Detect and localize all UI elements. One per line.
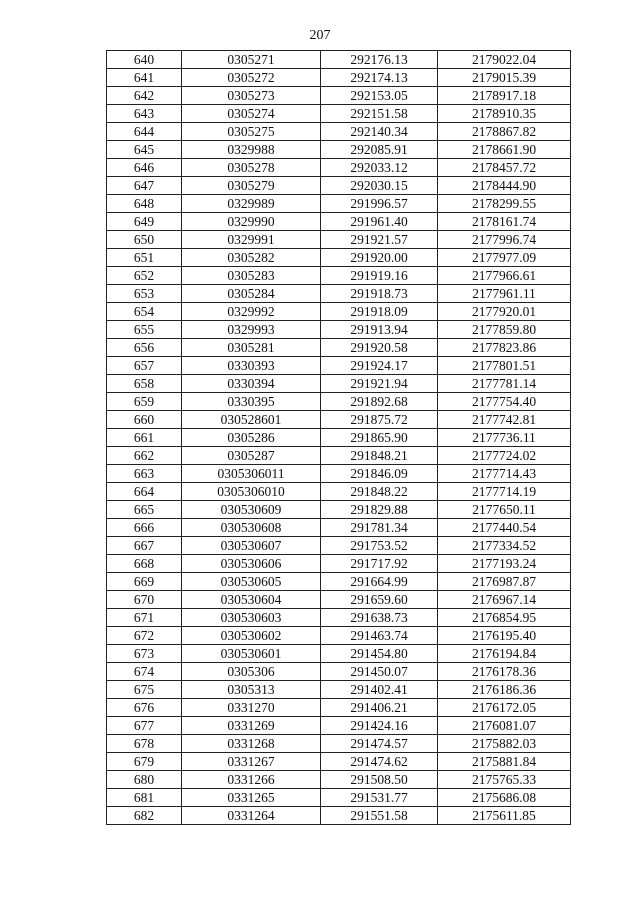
table-row xyxy=(107,375,571,393)
table-row xyxy=(107,753,571,771)
point-number-cell: 655 xyxy=(107,321,182,339)
x-coordinate-cell: 292085.91 xyxy=(321,141,438,159)
point-code-cell: 0305286 xyxy=(182,429,321,447)
table-row xyxy=(107,159,571,177)
point-number-cell: 682 xyxy=(107,807,182,825)
point-code-cell: 0305283 xyxy=(182,267,321,285)
point-code-cell: 0331266 xyxy=(182,771,321,789)
table-row xyxy=(107,69,571,87)
point-number-cell: 666 xyxy=(107,519,182,537)
x-coordinate-cell: 291531.77 xyxy=(321,789,438,807)
x-coordinate-cell: 291474.62 xyxy=(321,753,438,771)
table-row xyxy=(107,465,571,483)
y-coordinate-cell: 2177754.40 xyxy=(438,393,571,411)
x-coordinate-cell: 292174.13 xyxy=(321,69,438,87)
point-number-cell: 649 xyxy=(107,213,182,231)
point-code-cell: 030530603 xyxy=(182,609,321,627)
table-row xyxy=(107,249,571,267)
x-coordinate-cell: 291551.58 xyxy=(321,807,438,825)
point-number-cell: 679 xyxy=(107,753,182,771)
x-coordinate-cell: 291875.72 xyxy=(321,411,438,429)
point-code-cell: 030530605 xyxy=(182,573,321,591)
point-number-cell: 661 xyxy=(107,429,182,447)
point-code-cell: 030530608 xyxy=(182,519,321,537)
y-coordinate-cell: 2177334.52 xyxy=(438,537,571,555)
x-coordinate-cell: 291717.92 xyxy=(321,555,438,573)
point-number-cell: 675 xyxy=(107,681,182,699)
point-number-cell: 665 xyxy=(107,501,182,519)
y-coordinate-cell: 2175611.85 xyxy=(438,807,571,825)
table-row xyxy=(107,357,571,375)
x-coordinate-cell: 291846.09 xyxy=(321,465,438,483)
y-coordinate-cell: 2177736.11 xyxy=(438,429,571,447)
x-coordinate-cell: 292176.13 xyxy=(321,51,438,69)
point-code-cell: 0329993 xyxy=(182,321,321,339)
x-coordinate-cell: 291474.57 xyxy=(321,735,438,753)
y-coordinate-cell: 2177440.54 xyxy=(438,519,571,537)
point-number-cell: 659 xyxy=(107,393,182,411)
point-code-cell: 0331270 xyxy=(182,699,321,717)
x-coordinate-cell: 291406.21 xyxy=(321,699,438,717)
table-row xyxy=(107,123,571,141)
point-number-cell: 681 xyxy=(107,789,182,807)
table-row xyxy=(107,105,571,123)
point-number-cell: 651 xyxy=(107,249,182,267)
point-code-cell: 0329989 xyxy=(182,195,321,213)
point-number-cell: 641 xyxy=(107,69,182,87)
x-coordinate-cell: 291919.16 xyxy=(321,267,438,285)
x-coordinate-cell: 291664.99 xyxy=(321,573,438,591)
y-coordinate-cell: 2175765.33 xyxy=(438,771,571,789)
y-coordinate-cell: 2176081.07 xyxy=(438,717,571,735)
x-coordinate-cell: 291924.17 xyxy=(321,357,438,375)
y-coordinate-cell: 2175882.03 xyxy=(438,735,571,753)
x-coordinate-cell: 291508.50 xyxy=(321,771,438,789)
x-coordinate-cell: 291659.60 xyxy=(321,591,438,609)
point-code-cell: 0305306 xyxy=(182,663,321,681)
point-code-cell: 0305274 xyxy=(182,105,321,123)
y-coordinate-cell: 2177823.86 xyxy=(438,339,571,357)
table-body xyxy=(107,51,571,825)
y-coordinate-cell: 2176987.87 xyxy=(438,573,571,591)
y-coordinate-cell: 2177801.51 xyxy=(438,357,571,375)
point-number-cell: 652 xyxy=(107,267,182,285)
point-number-cell: 674 xyxy=(107,663,182,681)
point-code-cell: 0329988 xyxy=(182,141,321,159)
x-coordinate-cell: 291921.57 xyxy=(321,231,438,249)
page-number: 207 xyxy=(309,28,331,43)
point-number-cell: 673 xyxy=(107,645,182,663)
table-row xyxy=(107,195,571,213)
table-row xyxy=(107,303,571,321)
point-number-cell: 670 xyxy=(107,591,182,609)
point-code-cell: 0305275 xyxy=(182,123,321,141)
point-code-cell: 0331264 xyxy=(182,807,321,825)
table-row xyxy=(107,285,571,303)
point-number-cell: 667 xyxy=(107,537,182,555)
x-coordinate-cell: 291829.88 xyxy=(321,501,438,519)
table-row xyxy=(107,447,571,465)
x-coordinate-cell: 291920.58 xyxy=(321,339,438,357)
point-number-cell: 645 xyxy=(107,141,182,159)
point-number-cell: 657 xyxy=(107,357,182,375)
table-row xyxy=(107,321,571,339)
point-number-cell: 662 xyxy=(107,447,182,465)
y-coordinate-cell: 2176178.36 xyxy=(438,663,571,681)
x-coordinate-cell: 291920.00 xyxy=(321,249,438,267)
x-coordinate-cell: 291450.07 xyxy=(321,663,438,681)
x-coordinate-cell: 291424.16 xyxy=(321,717,438,735)
y-coordinate-cell: 2178161.74 xyxy=(438,213,571,231)
y-coordinate-cell: 2177996.74 xyxy=(438,231,571,249)
point-number-cell: 664 xyxy=(107,483,182,501)
point-number-cell: 669 xyxy=(107,573,182,591)
point-code-cell: 030528601 xyxy=(182,411,321,429)
table-row xyxy=(107,573,571,591)
x-coordinate-cell: 291961.40 xyxy=(321,213,438,231)
point-code-cell: 0305306011 xyxy=(182,465,321,483)
y-coordinate-cell: 2176172.05 xyxy=(438,699,571,717)
point-number-cell: 668 xyxy=(107,555,182,573)
table-row xyxy=(107,483,571,501)
table-row xyxy=(107,267,571,285)
point-number-cell: 646 xyxy=(107,159,182,177)
point-code-cell: 0305284 xyxy=(182,285,321,303)
y-coordinate-cell: 2177650.11 xyxy=(438,501,571,519)
point-number-cell: 644 xyxy=(107,123,182,141)
y-coordinate-cell: 2178661.90 xyxy=(438,141,571,159)
point-code-cell: 030530602 xyxy=(182,627,321,645)
x-coordinate-cell: 291913.94 xyxy=(321,321,438,339)
table-row xyxy=(107,627,571,645)
y-coordinate-cell: 2178457.72 xyxy=(438,159,571,177)
point-code-cell: 030530607 xyxy=(182,537,321,555)
x-coordinate-cell: 291865.90 xyxy=(321,429,438,447)
y-coordinate-cell: 2178299.55 xyxy=(438,195,571,213)
point-number-cell: 640 xyxy=(107,51,182,69)
y-coordinate-cell: 2177966.61 xyxy=(438,267,571,285)
point-number-cell: 663 xyxy=(107,465,182,483)
point-number-cell: 678 xyxy=(107,735,182,753)
point-code-cell: 0329991 xyxy=(182,231,321,249)
x-coordinate-cell: 292030.15 xyxy=(321,177,438,195)
x-coordinate-cell: 291454.80 xyxy=(321,645,438,663)
table-row xyxy=(107,807,571,825)
point-number-cell: 653 xyxy=(107,285,182,303)
y-coordinate-cell: 2176186.36 xyxy=(438,681,571,699)
y-coordinate-cell: 2175686.08 xyxy=(438,789,571,807)
point-code-cell: 0329992 xyxy=(182,303,321,321)
y-coordinate-cell: 2176194.84 xyxy=(438,645,571,663)
x-coordinate-cell: 291781.34 xyxy=(321,519,438,537)
table-row xyxy=(107,231,571,249)
x-coordinate-cell: 291892.68 xyxy=(321,393,438,411)
y-coordinate-cell: 2178867.82 xyxy=(438,123,571,141)
point-code-cell: 0305287 xyxy=(182,447,321,465)
point-code-cell: 0305273 xyxy=(182,87,321,105)
point-code-cell: 0305272 xyxy=(182,69,321,87)
point-number-cell: 658 xyxy=(107,375,182,393)
point-code-cell: 0305271 xyxy=(182,51,321,69)
table-row xyxy=(107,609,571,627)
point-code-cell: 0330394 xyxy=(182,375,321,393)
y-coordinate-cell: 2179015.39 xyxy=(438,69,571,87)
table-row xyxy=(107,429,571,447)
table-row xyxy=(107,51,571,69)
x-coordinate-cell: 291463.74 xyxy=(321,627,438,645)
point-code-cell: 0305282 xyxy=(182,249,321,267)
x-coordinate-cell: 291638.73 xyxy=(321,609,438,627)
x-coordinate-cell: 292033.12 xyxy=(321,159,438,177)
y-coordinate-cell: 2177714.19 xyxy=(438,483,571,501)
point-number-cell: 680 xyxy=(107,771,182,789)
table-row xyxy=(107,591,571,609)
point-code-cell: 0305313 xyxy=(182,681,321,699)
y-coordinate-cell: 2177859.80 xyxy=(438,321,571,339)
table-row xyxy=(107,177,571,195)
table-row xyxy=(107,393,571,411)
point-number-cell: 656 xyxy=(107,339,182,357)
table-row xyxy=(107,87,571,105)
table-row xyxy=(107,699,571,717)
y-coordinate-cell: 2177961.11 xyxy=(438,285,571,303)
x-coordinate-cell: 292140.34 xyxy=(321,123,438,141)
point-number-cell: 677 xyxy=(107,717,182,735)
x-coordinate-cell: 291918.09 xyxy=(321,303,438,321)
point-number-cell: 650 xyxy=(107,231,182,249)
point-code-cell: 0305278 xyxy=(182,159,321,177)
point-code-cell: 030530601 xyxy=(182,645,321,663)
point-code-cell: 030530606 xyxy=(182,555,321,573)
y-coordinate-cell: 2177714.43 xyxy=(438,465,571,483)
point-number-cell: 672 xyxy=(107,627,182,645)
coordinates-table xyxy=(106,50,571,825)
point-number-cell: 654 xyxy=(107,303,182,321)
point-number-cell: 660 xyxy=(107,411,182,429)
x-coordinate-cell: 291918.73 xyxy=(321,285,438,303)
table-row xyxy=(107,735,571,753)
y-coordinate-cell: 2176967.14 xyxy=(438,591,571,609)
point-code-cell: 030530604 xyxy=(182,591,321,609)
x-coordinate-cell: 291402.41 xyxy=(321,681,438,699)
table-row xyxy=(107,717,571,735)
x-coordinate-cell: 292153.05 xyxy=(321,87,438,105)
table-row xyxy=(107,555,571,573)
table-row xyxy=(107,681,571,699)
point-number-cell: 643 xyxy=(107,105,182,123)
x-coordinate-cell: 292151.58 xyxy=(321,105,438,123)
table-row xyxy=(107,501,571,519)
point-code-cell: 0305306010 xyxy=(182,483,321,501)
x-coordinate-cell: 291996.57 xyxy=(321,195,438,213)
point-code-cell: 0305281 xyxy=(182,339,321,357)
point-code-cell: 0331268 xyxy=(182,735,321,753)
point-number-cell: 642 xyxy=(107,87,182,105)
table-row xyxy=(107,645,571,663)
point-code-cell: 0331267 xyxy=(182,753,321,771)
table-row xyxy=(107,339,571,357)
x-coordinate-cell: 291848.22 xyxy=(321,483,438,501)
y-coordinate-cell: 2176854.95 xyxy=(438,609,571,627)
point-code-cell: 0331269 xyxy=(182,717,321,735)
point-code-cell: 0305279 xyxy=(182,177,321,195)
y-coordinate-cell: 2178910.35 xyxy=(438,105,571,123)
table-row xyxy=(107,771,571,789)
x-coordinate-cell: 291753.52 xyxy=(321,537,438,555)
y-coordinate-cell: 2177977.09 xyxy=(438,249,571,267)
table-row xyxy=(107,519,571,537)
table-row xyxy=(107,411,571,429)
point-number-cell: 671 xyxy=(107,609,182,627)
y-coordinate-cell: 2177781.14 xyxy=(438,375,571,393)
y-coordinate-cell: 2176195.40 xyxy=(438,627,571,645)
table-row xyxy=(107,537,571,555)
point-number-cell: 648 xyxy=(107,195,182,213)
y-coordinate-cell: 2177724.02 xyxy=(438,447,571,465)
point-code-cell: 030530609 xyxy=(182,501,321,519)
table-row xyxy=(107,789,571,807)
x-coordinate-cell: 291921.94 xyxy=(321,375,438,393)
point-number-cell: 647 xyxy=(107,177,182,195)
point-code-cell: 0331265 xyxy=(182,789,321,807)
y-coordinate-cell: 2178444.90 xyxy=(438,177,571,195)
y-coordinate-cell: 2178917.18 xyxy=(438,87,571,105)
x-coordinate-cell: 291848.21 xyxy=(321,447,438,465)
point-code-cell: 0330395 xyxy=(182,393,321,411)
point-code-cell: 0330393 xyxy=(182,357,321,375)
table-row xyxy=(107,663,571,681)
point-number-cell: 676 xyxy=(107,699,182,717)
table-row xyxy=(107,141,571,159)
point-code-cell: 0329990 xyxy=(182,213,321,231)
y-coordinate-cell: 2175881.84 xyxy=(438,753,571,771)
table-row xyxy=(107,213,571,231)
y-coordinate-cell: 2177193.24 xyxy=(438,555,571,573)
y-coordinate-cell: 2179022.04 xyxy=(438,51,571,69)
y-coordinate-cell: 2177920.01 xyxy=(438,303,571,321)
y-coordinate-cell: 2177742.81 xyxy=(438,411,571,429)
